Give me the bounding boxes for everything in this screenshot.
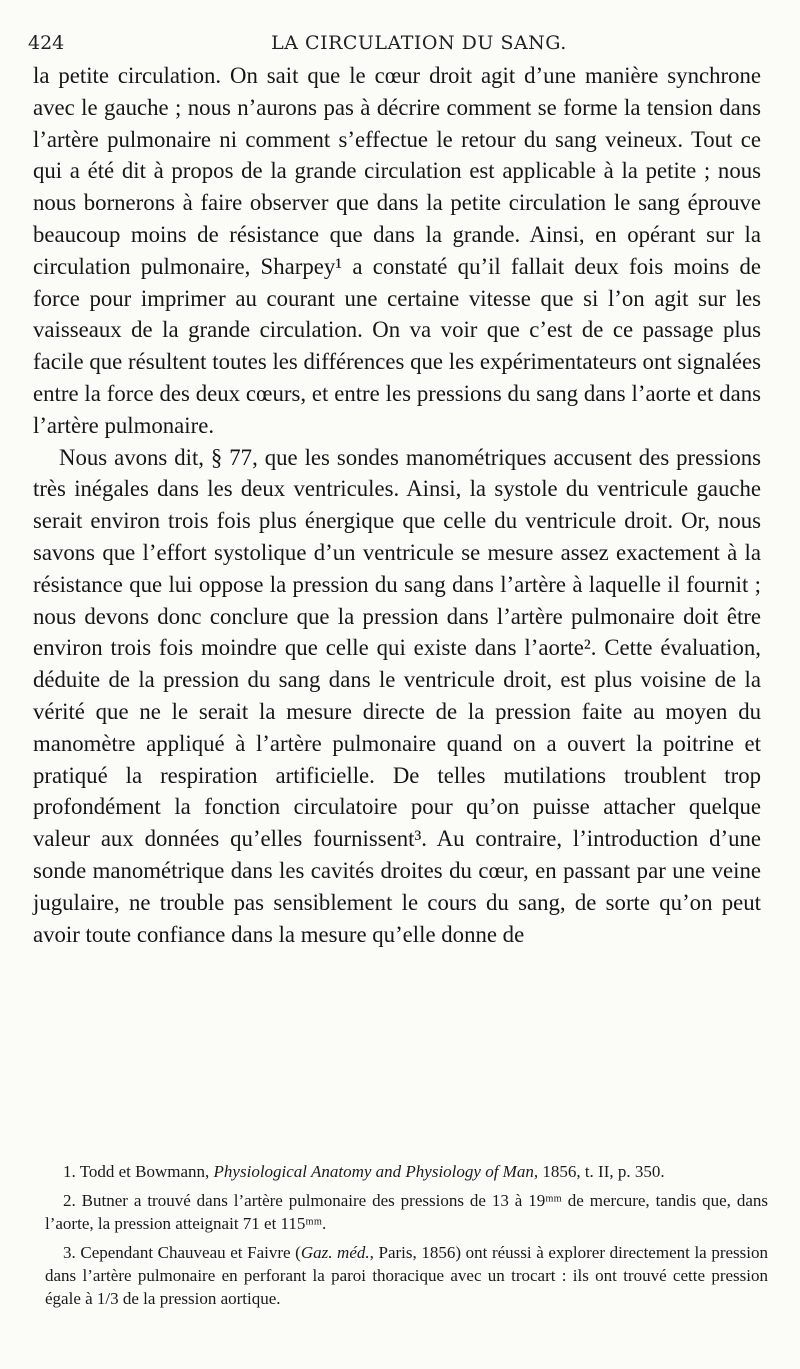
footnote-3 [45,1241,768,1310]
footnotes [45,1160,768,1316]
footnote-1 [45,1160,768,1183]
body-text [33,60,761,950]
paragraph-2: Nous avons dit, § 77, que les sondes manométriques accusent des pressions très inégales dans les deux ventricules. Ainsi, la systole du ventricule gauche serait environ trois fois plus énergique que celle du ventricule droit. Or, nous savons que l’effort systolique d’un ventricule se mesure assez exactement à la résistance que lui oppose la pression du sang dans l’artère à laquelle il fournit ; nous devons donc conclure que la pression dans l’artère pulmonaire doit être environ trois fois moindre que celle qui existe dans l’aorte². Cette évaluation, déduite de la pression du sang dans le ventricule droit, est plus voisine de la vérité que ne le serait la mesure directe de la pression faite au moyen du manomètre appliqué à l’artère pulmonaire quand on a ouvert la poitrine et pratiqué la respiration artificielle. De telles mutilations troublent trop profondément la fonction circulatoire pour qu’on puisse attacher quelque valeur aux données qu’elles fournissent³. Au contraire, l’introduction d’une sonde manométrique dans les cavités droites du cœur, en passant par une veine jugulaire, ne trouble pas sensiblement le cours du sang, de sorte qu’on peut avoir toute confiance dans la mesure qu’elle donne de [33,444,761,947]
running-title: LA CIRCULATION DU SANG. [271,32,567,54]
footnote-3-journal: Gaz. méd. [300,1243,370,1262]
footnote-3-end: , Paris, 1856) ont réussi à explorer directement la pression dans l’artère pulmonaire en perforant la paroi thoracique avec un trocart : ils ont trouvé cette pression égale à 1/3 de la pression aortique. [45,1243,768,1308]
page-number: 424 [28,32,65,54]
footnote-1-start: 1. Todd et Bowmann, [63,1162,214,1181]
paragraph-1: la petite circulation. On sait que le cœur droit agit d’une manière synchrone avec le gauche ; nous n’aurons pas à décrire comment se forme la tension dans l’artère pulmonaire ni comment s’effectue le retour du sang veineux. Tout ce qui a été dit à propos de la grande circulation est applicable à la petite ; nous nous bornerons à faire observer que dans la petite circulation le sang éprouve beaucoup moins de résistance que dans la grande. Ainsi, en opérant sur la circulation pulmonaire, Sharpey¹ a constaté qu’il fallait deux fois moins de force pour imprimer au courant une certaine vitesse que si l’on agit sur les vaisseaux de la grande circulation. On va voir que c’est de ce passage plus facile que résultent toutes les différences que les expérimentateurs ont signalées entre la force des deux cœurs, et entre les pressions du sang dans l’aorte et dans l’artère pulmonaire. [33,63,761,438]
footnote-3-start: 3. Cependant Chauveau et Faivre ( [63,1243,301,1262]
running-head [28,28,770,58]
footnote-1-title: Physiological Anatomy and Physiology of Man [213,1162,534,1181]
footnote-1-end: , 1856, t. II, p. 350. [533,1162,665,1181]
footnote-2: 2. Butner a trouvé dans l’artère pulmonaire des pressions de 13 à 19ᵐᵐ de mercure, tandis que, dans l’aorte, la pression atteignait 71 et 115ᵐᵐ. [45,1191,768,1233]
